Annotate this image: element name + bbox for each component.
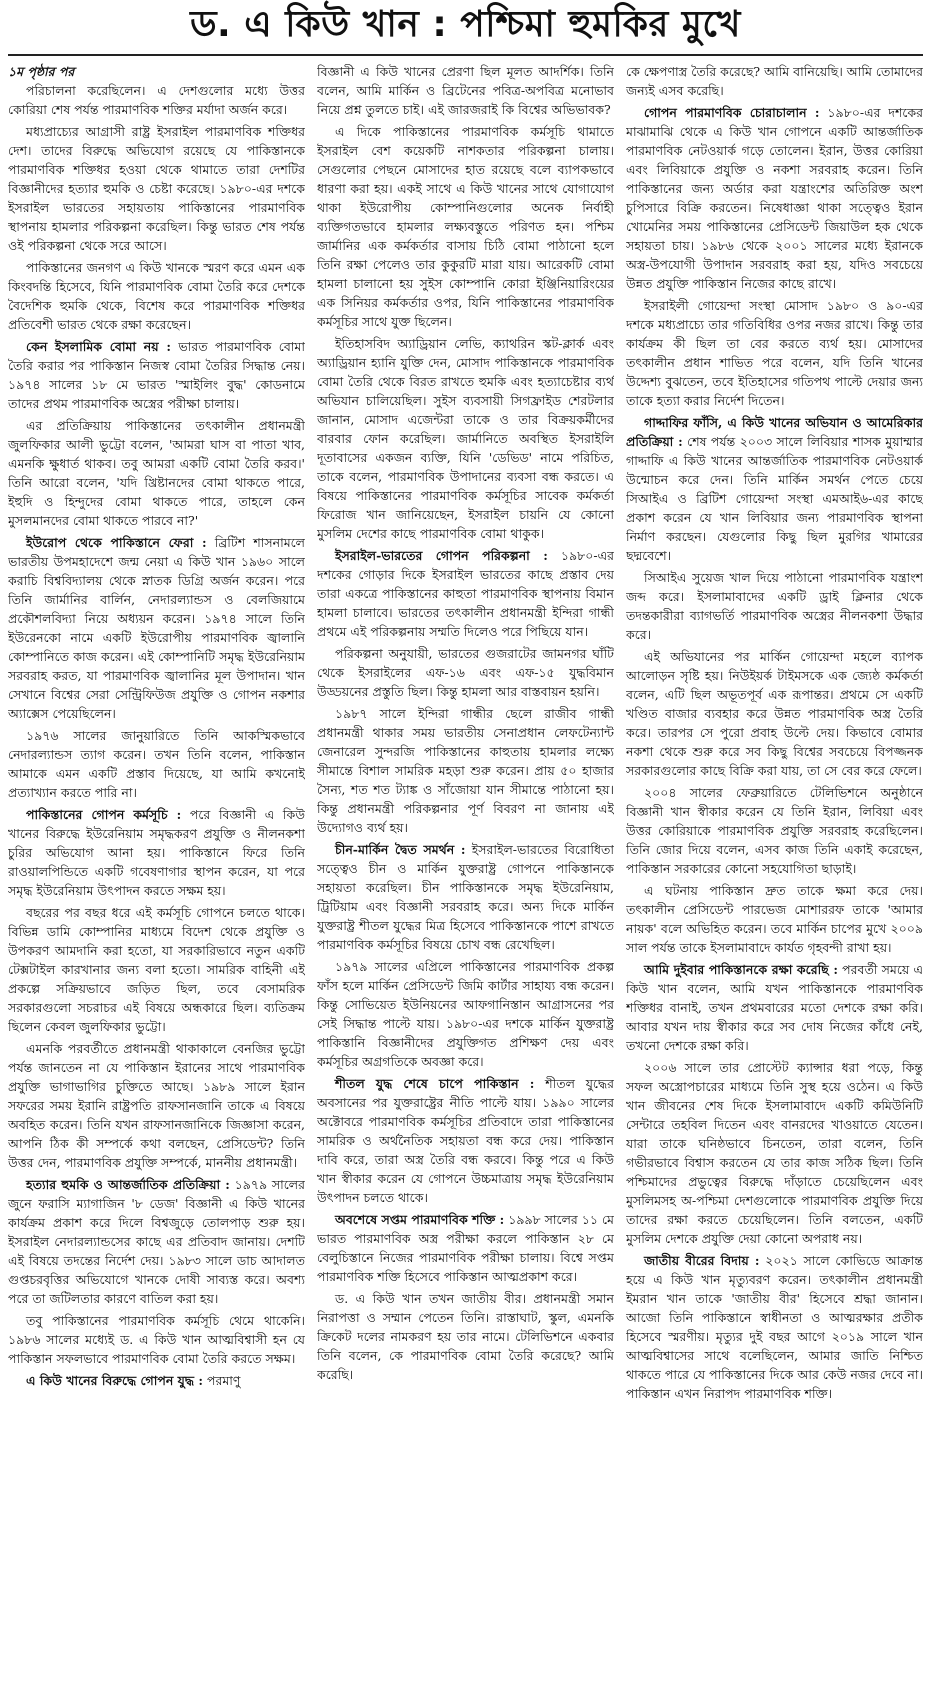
paragraph — [626, 62, 923, 100]
subheading: অবশেষে সপ্তম পারমাণবিক শক্তি : — [335, 1212, 505, 1227]
subheading: এ কিউ খানের বিরুদ্ধে গোপন যুদ্ধ : — [26, 1373, 204, 1388]
paragraph-text: এ দিকে পাকিস্তানের পারমাণবিক কর্মসূচি থামাতে ইসরাইল বেশ কয়েকটি নাশকতার পরিকল্পনা চালায়। সেগুলোর পেছনে মোসাদের হাত রয়েছে বলে ব্যাপকভাবে ধারণা করা হয়। একই সাথে এ কিউ খানের সাথে যোগাযোগ থাকা ইউরোপীয় কোম্পানিগুলোর অনেক নির্বাহী ব্যক্তিগতভাবে হামলার লক্ষ্যবস্তুতে পরিণত হন। পশ্চিম জার্মানির এক কর্মকর্তার বাসায় চিঠি বোমা পাঠানো হলে তিনি রক্ষা পেলেও তার কুকুরটি মারা যায়। আরেকটি বোমা হামলা চালানো হয় সুইস কোম্পানি কোরা ইঞ্জিনিয়ারিংয়ের এক সিনিয়র কর্মকর্তার ওপর, যিনি পাকিস্তানের পারমাণবিক কর্মসূচির সাথে যুক্ত ছিলেন। — [317, 124, 614, 329]
paragraph-text: এর প্রতিক্রিয়ায় পাকিস্তানের তৎকালীন প্রধানমন্ত্রী জুলফিকার আলী ভুট্টো বলেন, 'আমরা ঘাস বা পাতা খাব, এমনকি ক্ষুধার্ত থাকব। তবু আমরা একটি বোমা তৈরি করব।' তিনি আরো বলেন, 'যদি খ্রিষ্টানদের বোমা থাকতে পারে, ইহুদি ও হিন্দুদের বোমা থাকতে পারে, তাহলে কেন মুসলমানদের বোমা থাকতে পারবে না?' — [8, 418, 305, 528]
paragraph-text: ১৯৮৭ সালে ইন্দিরা গান্ধীর ছেলে রাজীব গান্ধী প্রধানমন্ত্রী থাকার সময় ভারতীয় সেনাপ্রধান লেফটেন্যান্ট জেনারেল সুন্দরজি পাকিস্তানের কাহুতায় হামলার লক্ষ্যে সীমান্তে বিশাল সামরিক মহড়া শুরু করেন। প্রায় ৫০ হাজার সৈন্য, শত শত ট্যাঙ্ক ও সাঁজোয়া যান সীমান্তে পাঠানো হয়। কিন্তু প্রধানমন্ত্রী পরিকল্পনার পূর্ণ বিবরণ না জানায় এই উদ্যোগও ব্যর্থ হয়। — [317, 706, 614, 835]
paragraph-text: ইতিহাসবিদ অ্যাড্রিয়ান লেভি, ক্যাথরিন স্কট-ক্লার্ক এবং অ্যাড্রিয়ান হ্যানি যুক্তি দেন, মোসাদ পাকিস্তানকে পারমাণবিক বোমা তৈরি থেকে বিরত রাখতে হুমকি এবং হত্যাচেষ্টার ব্যর্থ অভিযান চালিয়েছিল। সুইস ব্যবসায়ী সিগফ্রাইড শেরটলার জানান, মোসাদ এজেন্টরা তাকে ও তার বিক্রয়কর্মীদের বারবার ফোন করেছিল। জার্মানিতে অবস্থিত ইসরাইলি দূতাবাসের একজন ব্যক্তি, যিনি 'ডেভিড' নামে পরিচিত, তাকে বলেন, পারমাণবিক উপাদানের ব্যবসা বন্ধ করতে। এ বিষয়ে পাকিস্তানের পারমাণবিক কর্মসূচির সাবেক কর্মকর্তা ফিরোজ খান জানিয়েছেন, ইসরাইল চায়নি যে কোনো মুসলিম দেশের কাছে পারমাণবিক বোমা থাকুক। — [317, 336, 614, 541]
article-body — [8, 62, 923, 1698]
paragraph — [317, 122, 614, 331]
paragraph — [8, 533, 305, 723]
subheading: আমি দুইবার পাকিস্তানকে রক্ষা করেছি : — [644, 962, 838, 977]
paragraph-text: তবু পাকিস্তানের পারমাণবিক কর্মসূচি থেমে থাকেনি। ১৯৮৬ সালের মধ্যেই ড. এ কিউ খান আত্মবিশ্বাসী হন যে পাকিস্তান সফলভাবে পারমাণবিক বোমা তৈরি করতে সক্ষম। — [8, 1313, 305, 1366]
paragraph-text: বছরের পর বছর ধরে এই কর্মসূচি গোপনে চলতে থাকে। বিভিন্ন ডামি কোম্পানির মাধ্যমে বিদেশ থেকে প্রযুক্তি ও উপকরণ আমদানি করা হতো, যা সরকারিভাবে নতুন একটি টেক্সটাইল কারখানার জন্য বলা হতো। সামরিক বাহিনী এই প্রকল্পে সক্রিয়ভাবে জড়িত ছিল, তবে বেসামরিক সরকারগুলো সচরাচর এই বিষয়ে অন্ধকারে ছিল। ব্যতিক্রম ছিলেন কেবল জুলফিকার ভুট্টো। — [8, 905, 305, 1034]
paragraph — [626, 568, 923, 644]
paragraph — [626, 1251, 923, 1403]
column-1 — [8, 62, 305, 1698]
paragraph-text: কে ক্ষেপণাস্ত্র তৈরি করেছে? আমি বানিয়েছি। আমি তোমাদের জন্যই এসব করেছি। — [626, 64, 923, 98]
subheading: হত্যার হুমকি ও আন্তর্জাতিক প্রতিক্রিয়া : — [26, 1177, 230, 1192]
subheading: কেন ইসলামিক বোমা নয় : — [26, 339, 171, 354]
subheading: চীন-মার্কিন দ্বৈত সমর্থন : — [335, 842, 466, 857]
subheading: গাদ্দাফির ফাঁসি, এ কিউ খানের অভিযান ও আমেরিকার প্রতিক্রিয়া : — [626, 415, 923, 449]
paragraph — [317, 840, 614, 954]
paragraph-text: ১৯৮০-এর দশকের মাঝামাঝি থেকে এ কিউ খান গোপনে একটি আন্তর্জাতিক পারমাণবিক নেটওয়ার্ক গড়ে তোলেন। ইরান, উত্তর কোরিয়া এবং লিবিয়াকে প্রযুক্তি ও নকশা সরবরাহ করেন। তিনি পাকিস্তানের জন্য অর্ডার করা যন্ত্রাংশের অতিরিক্ত অংশ চুপিসারে বিক্রি করতেন। নিষেধাজ্ঞা থাকা সত্ত্বেও ইরান খোমেনির সময় পাকিস্তানের প্রেসিডেন্ট জিয়াউল হক থেকে সহায়তা চায়। ১৯৮৬ থেকে ২০০১ সালের মধ্যে ইরানকে অস্ত্র-উপযোগী উপাদান সরবরাহ করা হয়, যদিও সবচেয়ে উন্নত প্রযুক্তি পাকিস্তান নিজের কাছে রাখে। — [626, 105, 923, 291]
paragraph-text: পরবর্তী সময়ে এ কিউ খান বলেন, আমি যখন পাকিস্তানকে পারমাণবিক শক্তিধর বানাই, তখন প্রথমবারের মতো দেশকে রক্ষা করি। আবার যখন দায় স্বীকার করে সব দোষ নিজের কাঁধে নেই, তখনো দেশকে রক্ষা করি। — [626, 962, 923, 1053]
paragraph — [626, 413, 923, 565]
paragraph-text: ১৯৭৯ সালের এপ্রিলে পাকিস্তানের পারমাণবিক প্রকল্প ফাঁস হলে মার্কিন প্রেসিডেন্ট জিমি কার্টার সাহায্য বন্ধ করেন। কিন্তু সোভিয়েত ইউনিয়নের আফগানিস্তান আগ্রাসনের পর সেই সিদ্ধান্ত পাল্টে যায়। ১৯৮০-এর দশকে মার্কিন যুক্তরাষ্ট্র পাকিস্তানি বিজ্ঞানীদের প্রযুক্তিগত প্রশিক্ষণ দেয় এবং কর্মসূচির অগ্রগতিকে অবজ্ঞা করে। — [317, 959, 614, 1069]
paragraph — [317, 704, 614, 837]
paragraph — [8, 903, 305, 1036]
subheading: ইউরোপ থেকে পাকিস্তানে ফেরা : — [26, 535, 207, 550]
paragraph — [8, 1311, 305, 1368]
paragraph-text: ১৯৭৬ সালের জানুয়ারিতে তিনি আকস্মিকভাবে নেদারল্যান্ডস ত্যাগ করেন। তখন তিনি বলেন, পাকিস্তান আমাকে এমন একটি প্রস্তাব দিয়েছে, যা আমি কখনোই প্রত্যাখ্যান করতে পারি না। — [8, 728, 305, 800]
paragraph — [626, 881, 923, 957]
paragraph — [626, 960, 923, 1055]
paragraph — [8, 416, 305, 530]
paragraph-text: ১৯৭৯ সালের জুনে ফরাসি ম্যাগাজিন '৮ ডেজ' বিজ্ঞানী এ কিউ খানের কার্যক্রম প্রকাশ করে দিলে বিশ্বজুড়ে তোলপাড় শুরু হয়। ইসরাইল নেদারল্যান্ডসের কাছে এর প্রতিবাদ জানায়। দেশটি এই বিষয়ে তদন্তের নির্দেশ দেয়। ১৯৮৩ সালে ডাচ আদালত গুপ্তচরবৃত্তির অভিযোগে খানকে দোষী সাব্যস্ত করে। অবশ্য পরে তা জটিলতার কারণে বাতিল করা হয়। — [8, 1177, 305, 1306]
paragraph — [626, 783, 923, 878]
paragraph-text: শেষ পর্যন্ত ২০০৩ সালে লিবিয়ার শাসক মুয়াম্মার গাদ্দাফি এ কিউ খানের আন্তর্জাতিক পারমাণবিক নেটওয়ার্ক উন্মোচন করে দেন। তিনি মার্কিন সমর্থন পেতে চেয়ে সিআইএ ও ব্রিটিশ গোয়েন্দা সংস্থা এমআই৬-এর কাছে প্রকাশ করেন যে খান লিবিয়ার জন্য পারমাণবিক স্থাপনা নির্মাণ করছেন। যেগুলোর কিছু ছিল মুরগির খামারের ছদ্মবেশে। — [626, 434, 923, 563]
paragraph-text: বিজ্ঞানী এ কিউ খানের প্রেরণা ছিল মূলত আদর্শিক। তিনি বলেন, আমি মার্কিন ও ব্রিটেনের পবিত্র-অপবিত্র মনোভাব নিয়ে প্রশ্ন তুলতে চাই। এই জারজরাই কি বিশ্বের অভিভাবক? — [317, 64, 614, 117]
paragraph-text: এমনকি পরবর্তীতে প্রধানমন্ত্রী থাকাকালে বেনজির ভুট্টো পর্যন্ত জানতেন না যে পাকিস্তান ইরানের সাথে পারমাণবিক প্রযুক্তি ভাগাভাগির চুক্তিতে আছে। ১৯৮৯ সালে ইরান সফরের সময় ইরানি রাষ্ট্রপতি রাফসানজানি তাকে এ বিষয়ে অবহিত করেন। তিনি যখন রাফসানজানিকে জিজ্ঞাসা করেন, আপনি ঠিক কী সম্পর্কে কথা বলছেন, প্রেসিডেন্ট? তিনি উত্তর দেন, পারমাণবিক প্রযুক্তি সম্পর্কে, মাননীয় প্রধানমন্ত্রী। — [8, 1041, 305, 1170]
paragraph-text: এই অভিযানের পর মার্কিন গোয়েন্দা মহলে ব্যাপক আলোড়ন সৃষ্টি হয়। নিউইয়র্ক টাইমসকে এক জ্যেষ্ঠ কর্মকর্তা বলেন, এটি ছিল অভূতপূর্ব এক রূপান্তর। প্রথমে সে একটি খণ্ডিত বাজার ব্যবহার করে উন্নত পারমাণবিক অস্ত্র তৈরি করে। তারপর সে পুরো প্রবাহ উল্টে দেয়। কিভাবে বোমার নকশা থেকে শুরু করে সব কিছু বিশ্বের সবচেয়ে বিপজ্জনক সরকারগুলোর কাছে বিক্রি করা যায়, তা সে বের করে ফেলে। — [626, 649, 923, 778]
paragraph — [8, 1371, 305, 1390]
paragraph-text: এ ঘটনায় পাকিস্তান দ্রুত তাকে ক্ষমা করে দেয়। তৎকালীন প্রেসিডেন্ট পারভেজ মোশাররফ তাকে 'আমার নায়ক' বলে অভিহিত করেন। তবে মার্কিন চাপের মুখে ২০০৯ সাল পর্যন্ত তাকে ইসলামাবাদে কার্যত গৃহবন্দী রাখা হয়। — [626, 883, 923, 955]
paragraph-text: ২০২১ সালে কোভিডে আক্রান্ত হয়ে এ কিউ খান মৃত্যুবরণ করেন। তৎকালীন প্রধানমন্ত্রী ইমরান খান তাকে 'জাতীয় বীর' হিসেবে শ্রদ্ধা জানান। আজো তিনি পাকিস্তানে স্বাধীনতা ও আত্মরক্ষার প্রতীক হিসেবে স্মরণীয়। মৃত্যুর দুই বছর আগে ২০১৯ সালে খান আত্মবিশ্বাসের সাথে বলেছিলেন, আমার জাতি নিশ্চিত থাকতে পারে যে পাকিস্তানের দিকে আর কেউ নজর দেবে না। পাকিস্তান এখন নিরাপদ পারমাণবিক শক্তি। — [626, 1253, 923, 1401]
paragraph — [317, 1210, 614, 1286]
paragraph-text: ড. এ কিউ খান তখন জাতীয় বীর। প্রধানমন্ত্রী সমান নিরাপত্তা ও সম্মান পেতেন তিনি। রাস্তাঘাট, স্কুল, এমনকি ক্রিকেট দলের নামকরণ হয় তার নামে। টেলিভিশনে একবার তিনি বলেন, কে পারমাণবিক বোমা তৈরি করেছে? আমি করেছি। — [317, 1291, 614, 1382]
paragraph-text: ভারত পারমাণবিক বোমা তৈরি করার পর পাকিস্তান নিজস্ব বোমা তৈরির সিদ্ধান্ত নেয়। ১৯৭৪ সালের ১৮ মে ভারত 'স্মাইলিং বুদ্ধ' কোডনামে তাদের প্রথম পারমাণবিক অস্ত্রের পরীক্ষা চালায়। — [8, 339, 305, 411]
column-3 — [626, 62, 923, 1698]
paragraph — [317, 334, 614, 543]
paragraph — [317, 644, 614, 701]
paragraph-text: ইসরাইলী গোয়েন্দা সংস্থা মোসাদ ১৯৮০ ও ৯০-এর দশকে মধ্যপ্রাচ্যে তার গতিবিধির ওপর নজর রাখে। কিন্তু তার কার্যক্রম কী ছিল তা বের করতে ব্যর্থ হয়। মোসাদের তৎকালীন প্রধান শাভিত পরে বলেন, যদি তিনি খানের উদ্দেশ্য বুঝতেন, তবে ইতিহাসের গতিপথ পাল্টে দেয়ার জন্য তাকে হত্যা করার নির্দেশ দিতেন। — [626, 298, 923, 408]
paragraph — [317, 1074, 614, 1207]
paragraph — [8, 337, 305, 413]
paragraph-text: ২০০৬ সালে তার প্রোস্টেট ক্যান্সার ধরা পড়ে, কিন্তু সফল অস্ত্রোপচারের মাধ্যমে তিনি সুস্থ হয়ে ওঠেন। এ কিউ খান জীবনের শেষ দিকে ইসলামাবাদে একটি কমিউনিটি সেন্টারে তহবিল দিতেন এবং বানরদের খাওয়াতে যেতেন। যারা তাকে ঘনিষ্ঠভাবে চিনতেন, তারা বলেন, তিনি গভীরভাবে বিশ্বাস করতেন যে তার কাজ সঠিক ছিল। তিনি পশ্চিমাদের প্রভুত্বের বিরুদ্ধে দাঁড়াতে চেয়েছিলেন এবং মুসলিমসহ অ-পশ্চিমা দেশগুলোকে পারমাণবিক প্রযুক্তি দিয়ে তাদের রক্ষা করতে চেয়েছিলেন। তিনি বলতেন, একটি মুসলিম দেশকে প্রযুক্তি দেয়া কোনো অপরাধ নয়। — [626, 1060, 923, 1246]
paragraph — [626, 1058, 923, 1248]
paragraph — [8, 258, 305, 334]
paragraph — [8, 1175, 305, 1308]
paragraph — [317, 957, 614, 1071]
paragraph-text: মধ্যপ্রাচ্যের আগ্রাসী রাষ্ট্র ইসরাইল পারমাণবিক শক্তিধর দেশ। তাদের বিরুদ্ধে অভিযোগ রয়েছে যে পাকিস্তানকে পারমাণবিক শক্তিধর হওয়া থেকে থামাতে তারা দেশটির বিজ্ঞানীদের হত্যার হুমকি ও চেষ্টা করেছে। ১৯৮০-এর দশকে ইসরাইল ভারতের সহায়তায় পাকিস্তানের পারমাণবিক স্থাপনায় হামলার পরিকল্পনা করেছিল। কিন্তু ভারত শেষ পর্যন্ত ওই পরিকল্পনা থেকে সরে আসে। — [8, 124, 305, 253]
column-2 — [317, 62, 614, 1698]
paragraph — [8, 1039, 305, 1172]
paragraph-text: পাকিস্তানের জনগণ এ কিউ খানকে স্মরণ করে এমন এক কিংবদন্তি হিসেবে, যিনি পারমাণবিক বোমা তৈরি করে দেশকে বৈদেশিক হুমকি থেকে, বিশেষ করে পারমাণবিক শক্তিধর প্রতিবেশী ভারত থেকে রক্ষা করেছেন। — [8, 260, 305, 332]
paragraph-text: সিআইএ সুয়েজ খাল দিয়ে পাঠানো পারমাণবিক যন্ত্রাংশ জব্দ করে। ইসলামাবাদের একটি ড্রাই ক্লিনার থেকে তদন্তকারীরা ব্যাগভর্তি পারমাণবিক অস্ত্রের নীলনকশা উদ্ধার করে। — [626, 570, 923, 642]
paragraph — [626, 647, 923, 780]
paragraph-text: পরমাণু — [207, 1373, 241, 1388]
subheading: ইসরাইল-ভারতের গোপন পরিকল্পনা : — [335, 548, 548, 563]
paragraph-text: ১৯৮০-এর দশকের গোড়ার দিকে ইসরাইল ভারতের কাছে প্রস্তাব দেয় তারা একত্রে পাকিস্তানের কাহুতা পারমাণবিক স্থাপনায় বিমান হামলা চালাবে। ভারতের তৎকালীন প্রধানমন্ত্রী ইন্দিরা গান্ধী প্রথমে এই পরিকল্পনায় সম্মতি দিলেও পরে পিছিয়ে যান। — [317, 548, 614, 639]
subheading: শীতল যুদ্ধ শেষে চাপে পাকিস্তান : — [335, 1076, 535, 1091]
paragraph — [626, 103, 923, 293]
paragraph-text: ২০০৪ সালের ফেব্রুয়ারিতে টেলিভিশনে অনুষ্ঠানে বিজ্ঞানী খান স্বীকার করেন যে তিনি ইরান, লিবিয়া এবং উত্তর কোরিয়াকে পারমাণবিক প্রযুক্তি সরবরাহ করেছিলেন। তিনি জোর দিয়ে বলেন, এসব কাজ তিনি একাই করেছেন, পাকিস্তান সরকারের কোনো সহযোগিতা ছাড়াই। — [626, 785, 923, 876]
paragraph-text: শীতল যুদ্ধের অবসানের পর যুক্তরাষ্ট্রের নীতি পাল্টে যায়। ১৯৯০ সালের অক্টোবরে পারমাণবিক কর্মসূচির প্রতিবাদে তারা পাকিস্তানের সামরিক ও অর্থনৈতিক সহায়তা বন্ধ করে দেয়। পাকিস্তান দাবি করে, তারা অস্ত্র তৈরি বন্ধ করবে। কিন্তু পরে এ কিউ খান স্বীকার করেন যে গোপনে উচ্চমাত্রায় সমৃদ্ধ ইউরেনিয়াম উৎপাদন চলতে থাকে। — [317, 1076, 614, 1205]
paragraph-text: পরে বিজ্ঞানী এ কিউ খানের বিরুদ্ধে ইউরেনিয়াম সমৃদ্ধকরণ প্রযুক্তি ও নীলনকশা চুরির অভিযোগ আনা হয়। পাকিস্তানে ফিরে তিনি রাওয়ালপিন্ডিতে একটি গবেষণাগার স্থাপন করেন, যা পরে সমৃদ্ধ ইউরেনিয়াম উৎপাদন করতে সক্ষম হয়। — [8, 807, 305, 898]
paragraph-text: ব্রিটিশ শাসনামলে ভারতীয় উপমহাদেশে জন্ম নেয়া এ কিউ খান ১৯৬০ সালে করাচি বিশ্ববিদ্যালয় থেকে স্নাতক ডিগ্রি অর্জন করেন। পরে তিনি জার্মানির বার্লিন, নেদারল্যান্ডস ও বেলজিয়ামে প্রকৌশলবিদ্যা নিয়ে অধ্যয়ন করেন। ১৯৭৪ সালে তিনি ইউরেনকো নামে একটি ইউরোপীয় পারমাণবিক জ্বালানি কোম্পানিতে কাজ করেন। এই কোম্পানিটি সমৃদ্ধ ইউরেনিয়াম সরবরাহ করত, যা পারমাণবিক জ্বালানির মূল উপাদান। খান সেখানে বিশ্বের সেরা সেন্ট্রিফিউজ প্রযুক্তি ও গোপন নকশার অ্যাক্সেস পেয়েছিলেন। — [8, 535, 305, 721]
continued-from-label: ১ম পৃষ্ঠার পর — [8, 64, 75, 79]
paragraph — [8, 726, 305, 802]
subheading: জাতীয় বীরের বিদায় : — [644, 1253, 760, 1268]
paragraph-text: ইসরাইল-ভারতের বিরোধিতা সত্ত্বেও চীন ও মার্কিন যুক্তরাষ্ট্র গোপনে পাকিস্তানকে সহায়তা করেছিল। চীন পাকিস্তানকে সমৃদ্ধ ইউরেনিয়াম, ট্রিটিয়াম এবং বিজ্ঞানী সরবরাহ করে। অন্য দিকে মার্কিন যুক্তরাষ্ট্র শীতল যুদ্ধের মিত্র হিসেবে পাকিস্তানকে পাশে রাখতে পারমাণবিক কর্মসূচির বিষয়ে চোখ বন্ধ রেখেছিল। — [317, 842, 614, 952]
paragraph-text: পরিচালনা করেছিলেন। এ দেশগুলোর মধ্যে উত্তর কোরিয়া শেষ পর্যন্ত পারমাণবিক শক্তির মর্যাদা অর্জন করে। — [8, 83, 305, 117]
paragraph-text: পরিকল্পনা অনুযায়ী, ভারতের গুজরাটের জামনগর ঘাঁটি থেকে ইসরাইলের এফ-১৬ এবং এফ-১৫ যুদ্ধবিমান উড্ডয়নের প্রস্তুতি ছিল। কিন্তু হামলা আর বাস্তবায়ন হয়নি। — [317, 646, 614, 699]
subheading: পাকিস্তানের গোপন কর্মসূচি : — [26, 807, 182, 822]
paragraph — [8, 805, 305, 900]
paragraph-text: ১৯৯৮ সালের ১১ মে ভারত পারমাণবিক অস্ত্র পরীক্ষা করলে পাকিস্তান ২৮ মে বেলুচিস্তানে নিজের পারমাণবিক পরীক্ষা চালায়। বিশ্বে সপ্তম পারমাণবিক শক্তি হিসেবে পাকিস্তান আত্মপ্রকাশ করে। — [317, 1212, 614, 1284]
paragraph — [8, 81, 305, 119]
paragraph — [626, 296, 923, 410]
paragraph — [8, 122, 305, 255]
paragraph — [317, 1289, 614, 1384]
paragraph — [317, 546, 614, 641]
subheading: গোপন পারমাণবিক চোরাচালান : — [644, 105, 820, 120]
article-headline: ড. এ কিউ খান : পশ্চিমা হুমকির মুখে — [8, 0, 923, 56]
paragraph — [317, 62, 614, 119]
